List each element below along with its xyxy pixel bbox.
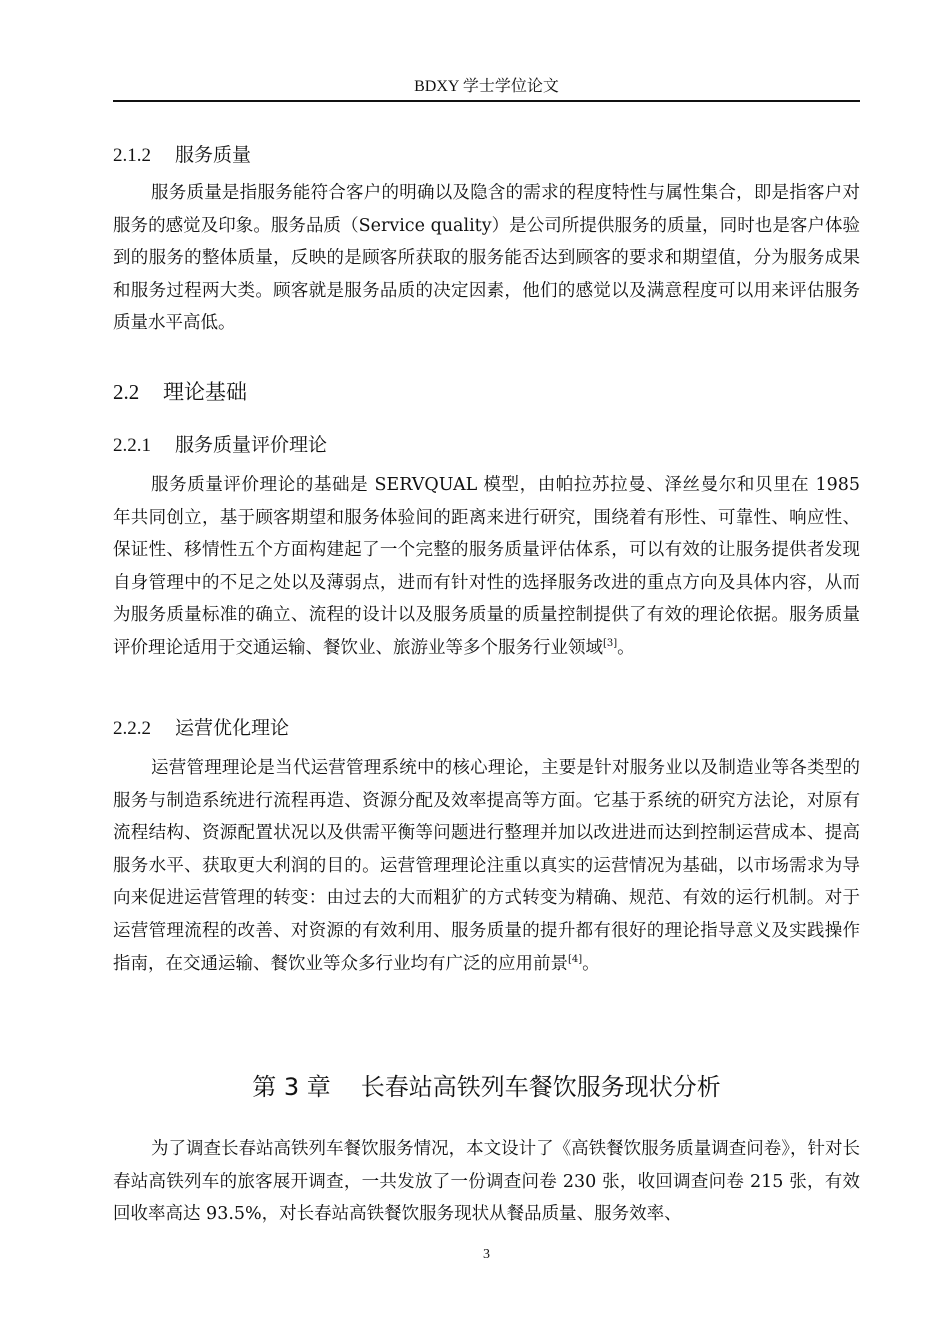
heading-title: 理论基础	[163, 380, 247, 404]
citation-ref: [4]	[568, 953, 583, 965]
citation-ref: [3]	[603, 638, 618, 650]
paragraph-2-1-2: 服务质量是指服务能符合客户的明确以及隐含的需求的程度特性与属性集合，即是指客户对服务的感觉及印象。服务品质（Service quality）是公司所提供服务的质量，同时也是客户体验到的服务的整体质量，反映的是顾客所获取的服务能否达到顾客的要求和期望值，分为服务成果和服务过程两大类。顾客就是服务品质的决定因素，他们的感觉以及满意程度可以用来评估服务质量水平高低。	[113, 183, 860, 334]
heading-number: 2.2.1	[113, 435, 151, 456]
header-rule	[113, 100, 860, 102]
heading-number: 2.2.2	[113, 718, 151, 739]
heading-number: 2.1.2	[113, 145, 151, 166]
paragraph-chapter-3-intro: 为了调查长春站高铁列车餐饮服务情况，本文设计了《高铁餐饮服务质量调查问卷》，针对长春站高铁列车的旅客展开调查，一共发放了一份调查问卷 230 张，收回调查问卷 215 张，有效回收率高达 93.5%，对长春站高铁餐饮服务现状从餐品质量、服务效率、	[113, 1139, 860, 1225]
paragraph-2-2-1	[113, 469, 860, 665]
paragraph-text: 服务质量评价理论的基础是 SERVQUAL 模型，由帕拉苏拉曼、泽丝曼尔和贝里在 1985 年共同创立，基于顾客期望和服务体验间的距离来进行研究，围绕着有形性、可靠性、响应性、保证性、移情性五个方面构建起了一个完整的服务质量评估体系，可以有效的让服务提供者发现自身管理中的不足之处以及薄弱点，进而有针对性的选择服务改进的重点方向及具体内容，从而为服务质量标准的确立、流程的设计以及服务质量的质量控制提供了有效的理论依据。服务质量评价理论适用于交通运输、餐饮业、旅游业等多个服务行业领域	[113, 475, 860, 658]
heading-title: 服务质量评价理论	[175, 434, 328, 456]
heading-title: 运营优化理论	[175, 717, 290, 739]
chapter-3-heading	[113, 1072, 860, 1102]
paragraph-text: 运营管理理论是当代运营管理系统中的核心理论，主要是针对服务业以及制造业等各类型的服务与制造系统进行流程再造、资源分配及效率提高等方面。它基于系统的研究方法论，对原有流程结构、资源配置状况以及供需平衡等问题进行整理并加以改进进而达到控制运营成本、提高服务水平、获取更大利润的目的。运营管理理论注重以真实的运营情况为基础，以市场需求为导向来促进运营管理的转变：由过去的大而粗犷的方式转变为精确、规范、有效的运行机制。对于运营管理流程的改善、对资源的有效利用、服务质量的提升都有很好的理论指导意义及实践操作指南，在交通运输、餐饮业等众多行业均有广泛的应用前景	[113, 758, 860, 974]
paragraph-end: 。	[582, 953, 600, 974]
heading-2-2-2	[113, 716, 289, 741]
paragraph-end: 。	[617, 637, 635, 658]
heading-title: 服务质量	[175, 144, 252, 166]
heading-2-2-1	[113, 433, 327, 458]
page-number: 3	[483, 1247, 490, 1262]
heading-2-2	[113, 379, 247, 405]
page-header-title: BDXY 学士学位论文	[414, 78, 559, 95]
chapter-label: 第 3 章	[252, 1073, 331, 1101]
chapter-title: 长春站高铁列车餐饮服务现状分析	[360, 1073, 721, 1101]
heading-2-1-2	[113, 143, 251, 168]
paragraph-2-2-2	[113, 752, 860, 980]
heading-number: 2.2	[113, 380, 140, 404]
